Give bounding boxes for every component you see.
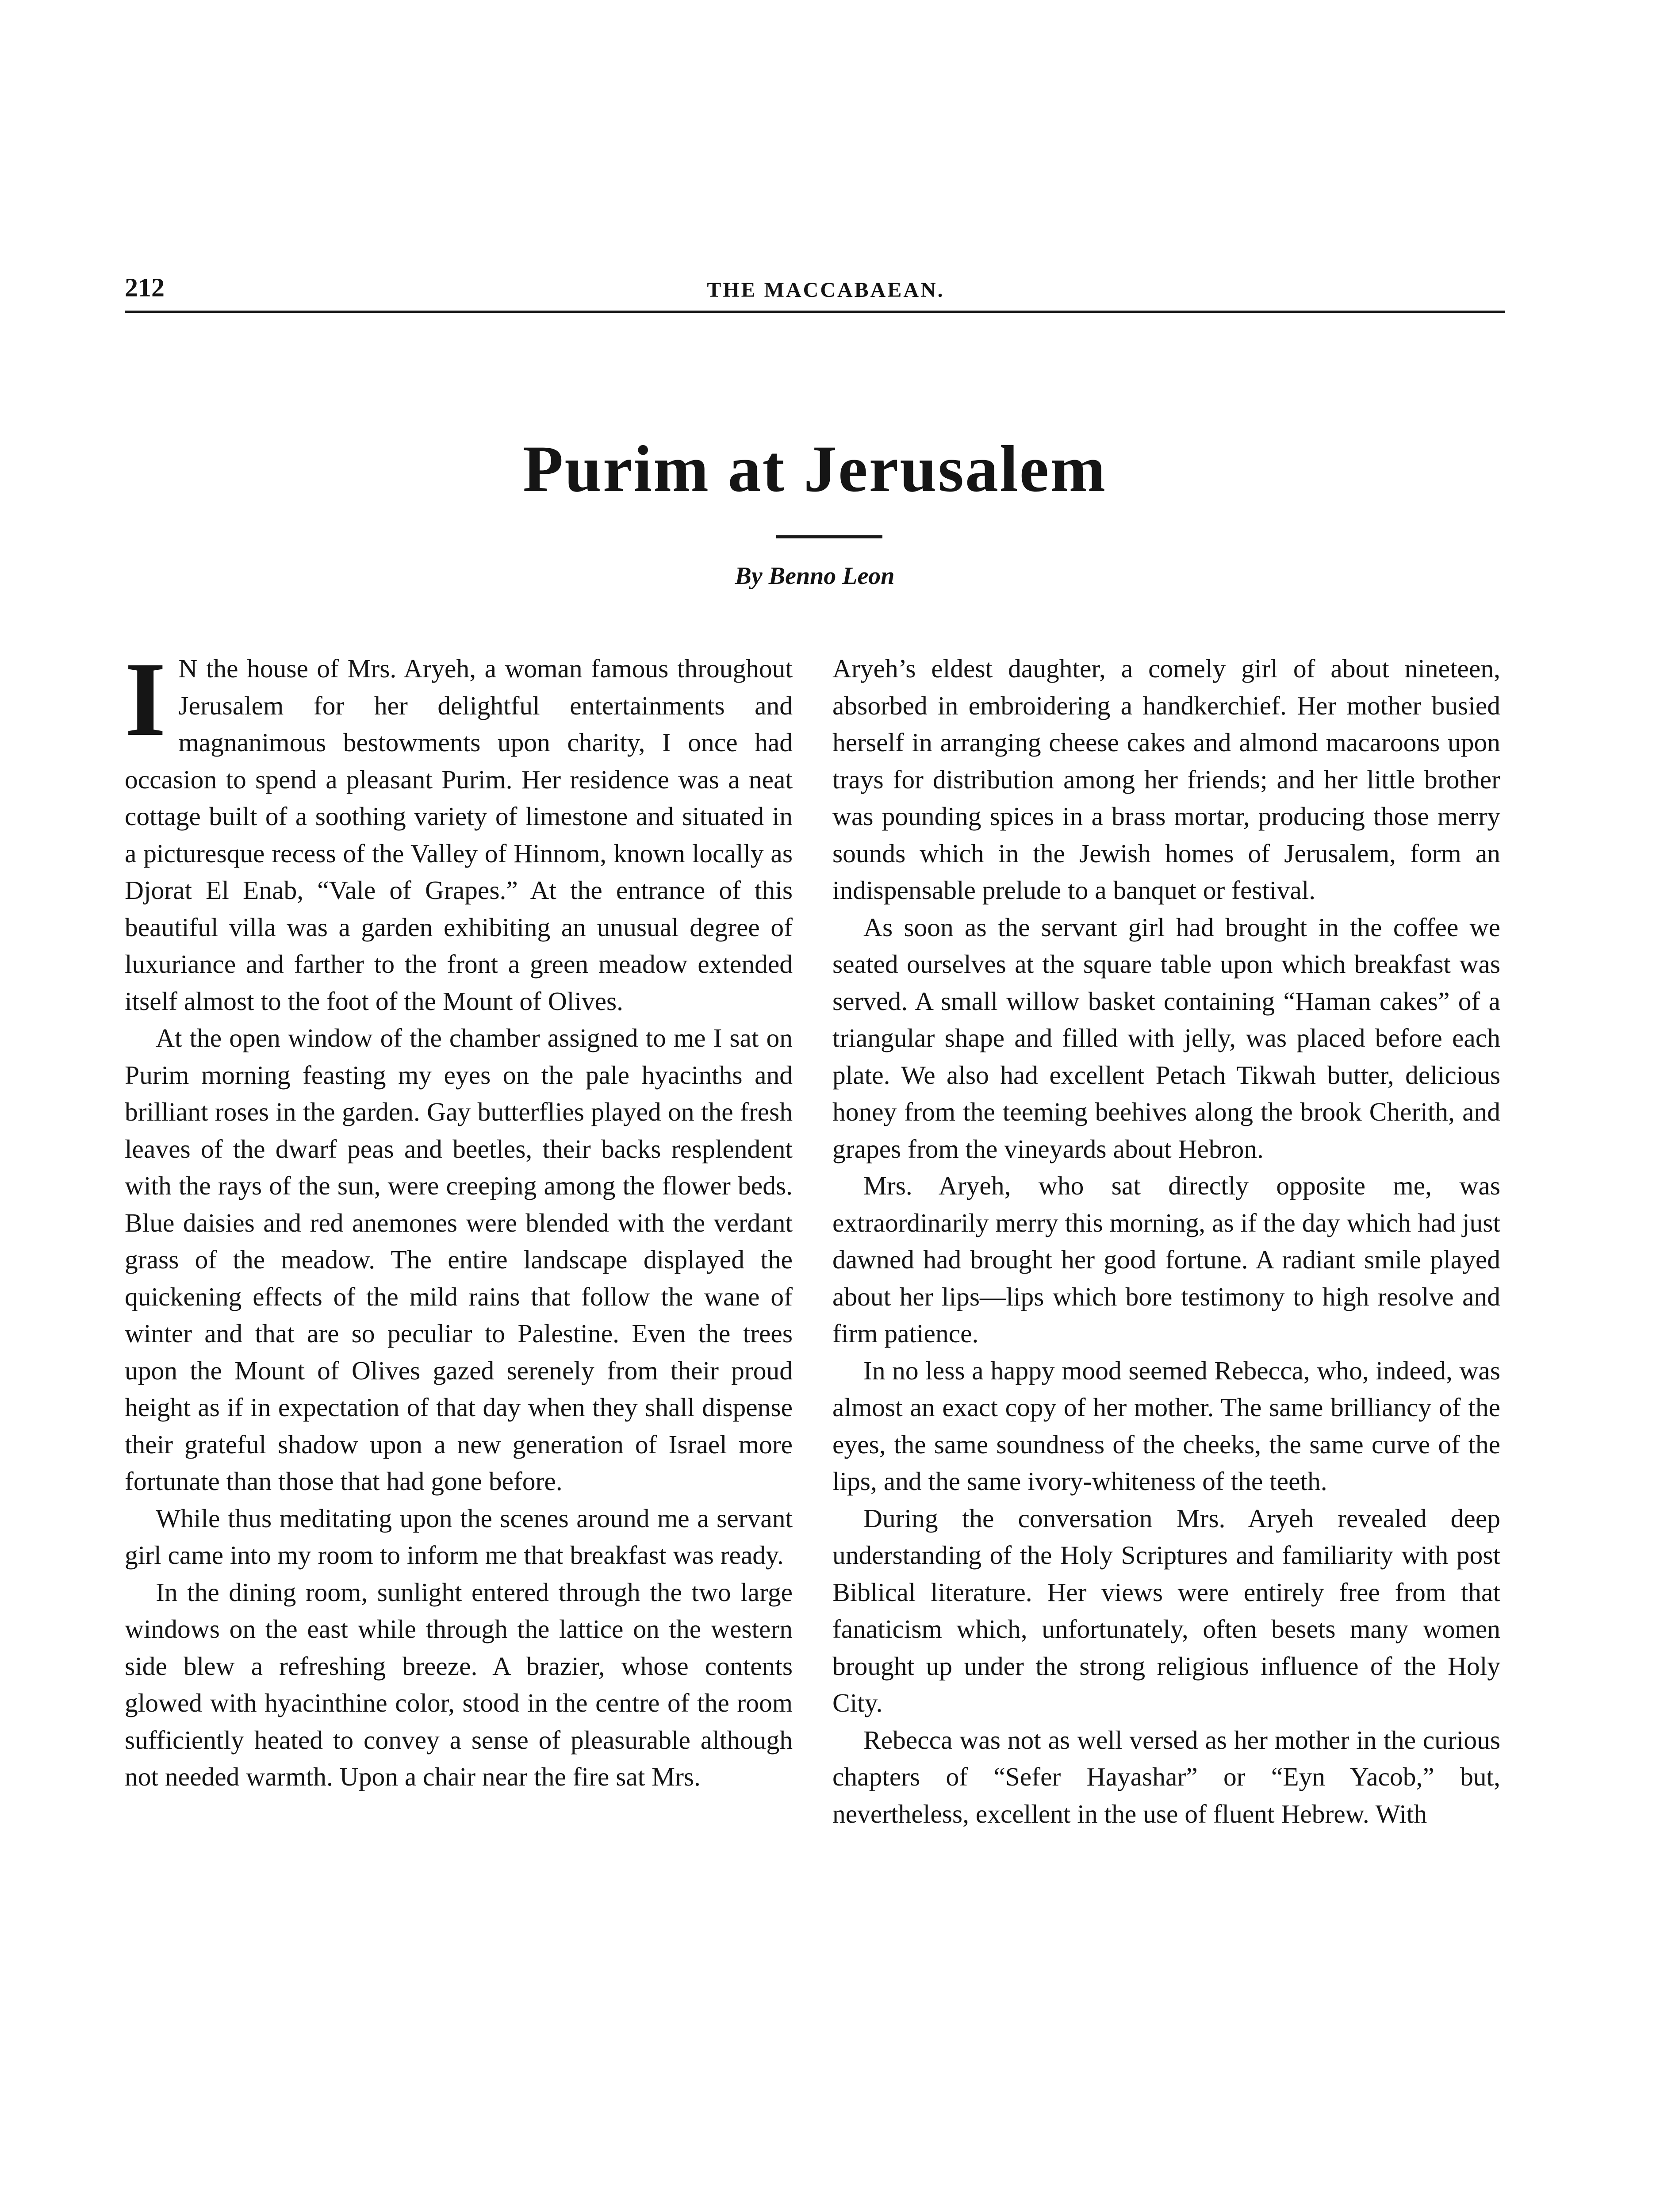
page-header bbox=[125, 270, 1505, 319]
byline: By Benno Leon bbox=[735, 562, 895, 590]
paragraph: While thus meditating upon the scenes around me a servant girl came into my room to inform me that breakfast was ready. bbox=[125, 1503, 793, 1570]
paragraph: Aryeh’s eldest daughter, a comely girl of about nineteen, absorbed in embroidering a handkerchief. Her mother busied herself in arranging cheese cakes and almond macaroons upon trays for distribution among her friends; and her little brother was pounding spices in a brass mortar, producing those merry sounds which in the Jewish homes of Jerusalem, form an indispensable prelude to a banquet or festival. bbox=[832, 654, 1500, 905]
running-title: THE MACCABAEAN. bbox=[707, 278, 945, 302]
paragraph: Mrs. Aryeh, who sat directly opposite me, was extraordinarily merry this morning, as if the day which had just dawned had brought her good fortune. A radiant smile played about her lips—lips which bore testimony to high resolve and firm patience. bbox=[832, 1171, 1500, 1348]
right-column bbox=[832, 650, 1500, 1832]
title-rule bbox=[776, 535, 882, 538]
article-title: Purim at Jerusalem bbox=[522, 432, 1107, 506]
header-rule bbox=[125, 311, 1505, 313]
paragraph: In no less a happy mood seemed Rebecca, who, indeed, was almost an exact copy of her mother. The same brilliancy of the eyes, the same soundness of the cheeks, the same curve of the lips, and the same ivory-whiteness of the teeth. bbox=[832, 1356, 1500, 1496]
page-number: 212 bbox=[125, 273, 165, 302]
paragraph: In the dining room, sunlight entered through the two large windows on the east while through the lattice on the western side blew a refreshing breeze. A brazier, whose contents glowed with hyacinthine color, stood in the centre of the room sufficiently heated to convey a sense of pleasurable although not needed warmth. Upon a chair near the fire sat Mrs. bbox=[125, 1577, 793, 1791]
paragraph: At the open window of the chamber assigned to me I sat on Purim morning feasting my eyes on the pale hyacinths and brilliant roses in the garden. Gay butterflies played on the fresh leaves of the dwarf peas and beetles, their backs resplendent with the rays of the sun, were creeping among the flower beds. Blue daisies and red anemones were blended with the verdant grass of the meadow. The entire landscape displayed the quickening effects of the mild rains that follow the wane of winter and that are so peculiar to Palestine. Even the trees upon the Mount of Olives gazed serenely from their proud height as if in expectation of that day when they shall dispense their grateful shadow upon a new generation of Israel more fortunate than those that had gone before. bbox=[125, 1023, 793, 1496]
paragraph: During the conversation Mrs. Aryeh revealed deep understanding of the Holy Scriptures and familiarity with post Biblical literature. Her views were entirely free from that fanaticism which, unfortunately, often besets many women brought up under the strong religious influence of the Holy City. bbox=[832, 1503, 1500, 1717]
left-column bbox=[125, 640, 793, 1796]
paragraph: Rebecca was not as well versed as her mother in the curious chapters of “Sefer Hayashar” or “Eyn Yacob,” but, nevertheless, excellent in the use of fluent Hebrew. With bbox=[832, 1725, 1500, 1828]
drop-cap: I bbox=[125, 640, 166, 758]
paragraph-text: N the house of Mrs. Aryeh, a woman famous throughout Jerusalem for her delightful entertainments and magnanimous bestowments upon charity, I once had occasion to spend a pleasant Purim. Her residence was a neat cottage built of a soothing variety of limestone and situated in a picturesque recess of the Valley of Hinnom, known locally as Djorat El Enab, “Vale of Grapes.” At the entrance of this beautiful villa was a garden exhibiting an unusual degree of luxuriance and farther to the front a green meadow extended itself almost to the foot of the Mount of Olives. bbox=[125, 654, 793, 1016]
paragraph bbox=[125, 640, 793, 1020]
paragraph: As soon as the servant girl had brought in the coffee we seated ourselves at the square table upon which breakfast was served. A small willow basket containing “Haman cakes” of a triangular shape and filled with jelly, was placed before each plate. We also had excellent Petach Tikwah butter, delicious honey from the teeming beehives along the brook Cherith, and grapes from the vineyards about Hebron. bbox=[832, 912, 1500, 1164]
